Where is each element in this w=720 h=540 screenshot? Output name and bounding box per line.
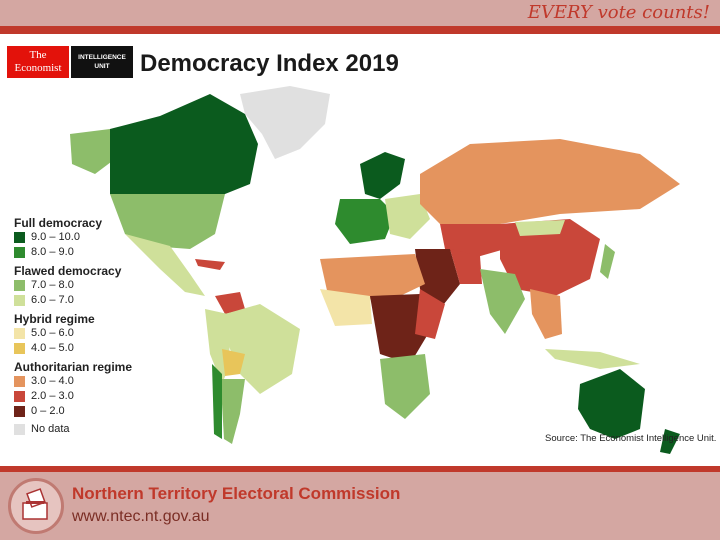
legend-label: 3.0 – 4.0: [31, 375, 74, 387]
argentina-shape: [222, 379, 245, 444]
legend-label: 9.0 – 10.0: [31, 231, 80, 243]
australia-shape: [578, 369, 645, 439]
economist-logo: The Economist: [7, 46, 69, 78]
legend-item: [14, 374, 134, 389]
map-legend: [14, 212, 134, 437]
legend-swatch: [14, 295, 25, 306]
footer-title: Northern Territory Electoral Commission: [72, 484, 401, 503]
legend-heading: Flawed democracy: [14, 264, 122, 278]
scandinavia-shape: [360, 152, 405, 199]
legend-swatch: [14, 391, 25, 402]
alaska-shape: [70, 129, 115, 174]
legend-swatch: [14, 376, 25, 387]
legend-item: [14, 389, 134, 404]
legend-item: [14, 293, 134, 308]
legend-item: [14, 278, 134, 293]
legend-label: 6.0 – 7.0: [31, 294, 74, 306]
legend-heading: Authoritarian regime: [14, 360, 133, 374]
canada-shape: [110, 94, 258, 194]
eiu-logo: INTELLIGENCE UNIT: [71, 46, 133, 78]
source-note: Source: The Economist Intelligence Unit.: [545, 433, 717, 444]
legend-group-full: [14, 216, 134, 260]
caribbean-shape: [195, 259, 225, 270]
russia-shape: [420, 139, 680, 224]
map-title: Democracy Index 2019: [140, 50, 399, 77]
legend-label: 2.0 – 3.0: [31, 390, 74, 402]
legend-label: 7.0 – 8.0: [31, 279, 74, 291]
legend-label: 5.0 – 6.0: [31, 327, 74, 339]
legend-swatch: [14, 232, 25, 243]
top-red-band: [0, 26, 720, 34]
legend-swatch: [14, 328, 25, 339]
japan-shape: [600, 244, 615, 279]
legend-label: No data: [31, 423, 70, 435]
legend-swatch: [14, 247, 25, 258]
indonesia-shape: [545, 349, 640, 369]
footer-url-link[interactable]: www.ntec.nt.gov.au: [72, 508, 210, 525]
se-asia-shape: [530, 289, 562, 339]
legend-item: [14, 404, 134, 419]
legend-group-hybrid: [14, 312, 134, 356]
legend-swatch: [14, 406, 25, 417]
mongolia-shape: [515, 220, 565, 236]
legend-swatch: [14, 424, 25, 435]
legend-heading: Full democracy: [14, 216, 103, 230]
legend-item: [14, 341, 134, 356]
legend-label: 0 – 2.0: [31, 405, 65, 417]
legend-swatch: [14, 280, 25, 291]
legend-group-flawed: [14, 264, 134, 308]
legend-item: [14, 245, 134, 260]
legend-label: 8.0 – 9.0: [31, 246, 74, 258]
footer: [0, 472, 720, 540]
legend-item-nodata: [14, 422, 134, 437]
legend-swatch: [14, 343, 25, 354]
legend-heading: Hybrid regime: [14, 312, 95, 326]
ballot-box-icon: [8, 478, 64, 534]
legend-group-authoritarian: [14, 360, 134, 419]
legend-label: 4.0 – 5.0: [31, 342, 74, 354]
legend-item: [14, 326, 134, 341]
chile-shape: [212, 364, 222, 439]
legend-item: [14, 230, 134, 245]
slogan-text: EVERY vote counts!: [527, 2, 710, 23]
southern-africa-shape: [380, 354, 430, 419]
